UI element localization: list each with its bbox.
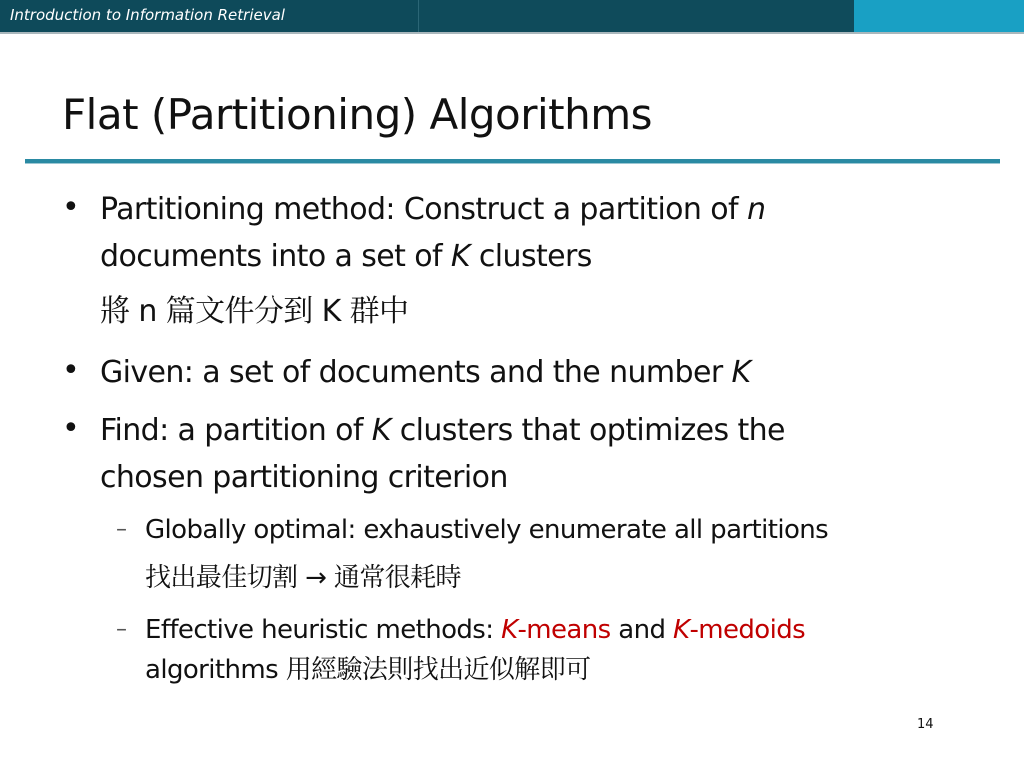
sub-bullet-dash: – bbox=[116, 517, 127, 542]
bullet-1-line-2 bbox=[100, 238, 592, 276]
sub-bullet-2-line-1 bbox=[145, 613, 805, 647]
bullet-dot: • bbox=[62, 411, 80, 446]
bullet-1-var-k: K bbox=[450, 239, 470, 274]
bullet-2-var-k: K bbox=[731, 355, 751, 390]
bullet-3-text-b: clusters that optimizes the bbox=[390, 413, 785, 448]
and-text: and bbox=[610, 615, 674, 645]
bullet-3-line-1 bbox=[100, 412, 785, 450]
course-title: Introduction to Information Retrieval bbox=[10, 6, 285, 24]
bullet-1-text-a: Partitioning method: Construct a partition of bbox=[100, 192, 747, 227]
bullet-1-line-1 bbox=[100, 191, 765, 229]
kmedoids-k: K bbox=[673, 615, 690, 645]
kmeans-text: -means bbox=[517, 615, 611, 645]
bullet-2-line-1 bbox=[100, 354, 751, 392]
sub-bullet-2-text-a: Effective heuristic methods: bbox=[145, 615, 502, 645]
bullet-dot: • bbox=[62, 353, 80, 388]
bullet-1-line-3: 將 n 篇文件分到 K 群中 bbox=[100, 294, 409, 329]
sub-bullet-2-line-2: algorithms 用經驗法則找出近似解即可 bbox=[145, 655, 591, 685]
kmedoids-text: -medoids bbox=[689, 615, 806, 645]
sub-bullet-dash: – bbox=[116, 617, 127, 642]
bullet-1-var-n: n bbox=[746, 192, 766, 227]
sub-bullet-1-line-2: 找出最佳切割 → 通常很耗時 bbox=[145, 563, 461, 593]
slide-title: Flat (Partitioning) Algorithms bbox=[62, 90, 653, 139]
page-number: 14 bbox=[917, 717, 934, 732]
bullet-3-text-a: Find: a partition of bbox=[100, 413, 372, 448]
bullet-1-text-b: documents into a set of bbox=[100, 239, 451, 274]
bullet-1-text-c: clusters bbox=[469, 239, 592, 274]
bullet-2-text-a: Given: a set of documents and the number bbox=[100, 355, 732, 390]
bullet-3-var-k: K bbox=[371, 413, 391, 448]
bullet-3-line-2: chosen partitioning criterion bbox=[100, 460, 508, 495]
sub-bullet-1-line-1: Globally optimal: exhaustively enumerate all partitions bbox=[145, 515, 829, 545]
kmeans-k: K bbox=[501, 615, 518, 645]
bullet-dot: • bbox=[62, 190, 80, 225]
